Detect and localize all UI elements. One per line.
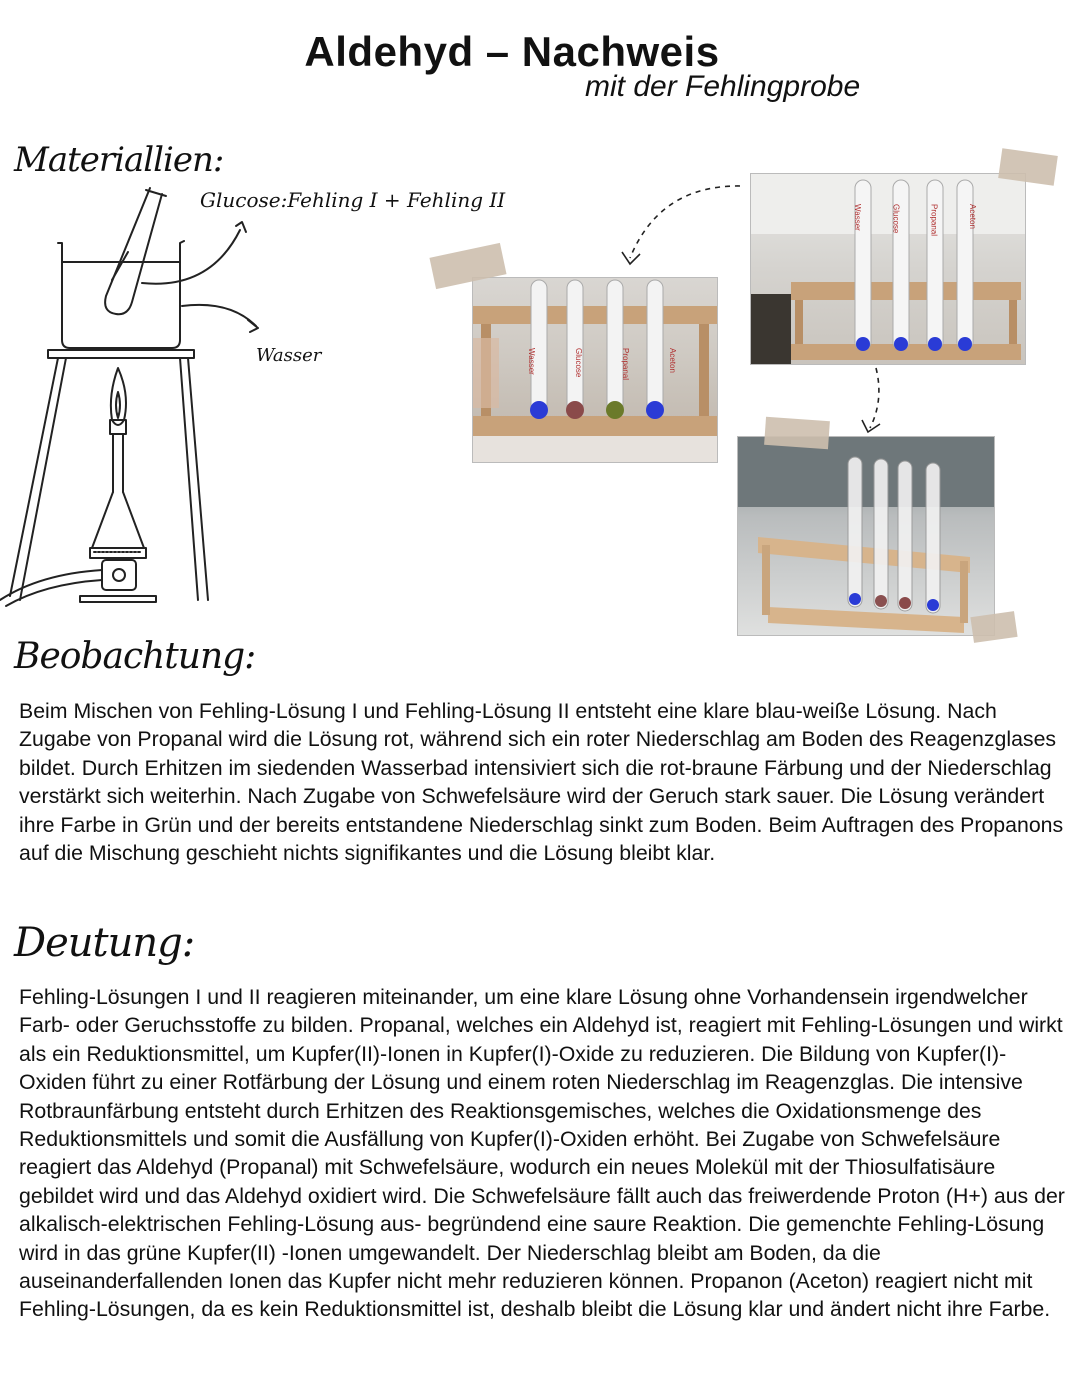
tube-label-2: Glucose [574, 348, 583, 378]
tube-label-4: Aceton [668, 348, 677, 373]
materials-heading: Materiallien: [14, 140, 224, 180]
tube-label-1: Wasser [527, 348, 536, 375]
page-subtitle: mit der Fehlingprobe [585, 70, 861, 103]
tube-label-2-4: Aceton [967, 204, 977, 229]
page-title: Aldehyd – Nachweis [304, 28, 720, 75]
glucose-label: Glucose:Fehling I + Fehling II [200, 188, 506, 212]
tube-label-3: Propanal [621, 348, 630, 381]
tube-label-2-2: Glucose [891, 204, 901, 234]
observation-heading: Beobachtung: [14, 636, 256, 677]
tube-label-2-1: Wasser [853, 204, 862, 231]
interpretation-text: Fehling-Lösungen I und II reagieren miteinander, um eine klare Lösung ohne Vorhandensein irgendwelcher Farb- oder Geruchsstoffe zu bilden. Propanal, welches ein Aldehyd ist, reagiert mit Fehling-Lösungen und wirkt als ein Reduktionsmittel, um Kupfer(II)-Ionen in Kupfer(I)-Oxide zu reduzieren. Die Bildung von Kupfer(I)-Oxiden führt zu einer Rotfärbung der Lösung und einem roten Niederschlag im Reagenzglas. Die intensive Rotbraunfärbung entsteht durch Erhitzen des Reaktionsgemisches, welches die Oxidationsmenge des Reduktionsmittels und somit die Ausfällung von Kupfer(I)-Oxiden erhöht. Bei Zugabe von Schwefelsäure reagiert das Aldehyd (Propanal) mit Schwefelsäure, wodurch ein neues Molekül mit der Thiosulfatisäure gebildet wird und das Aldehyd oxidiert wird. Die Schwefelsäure fällt auch das freiwerdende Proton (H+) aus der alkalisch-elektrischen Fehling-Lösung aus- begründend eine saure Reaktion. Die gemenchte Fehling-Lösung wird in das grüne Kupfer(II) -Ionen umgewandelt. Der Niederschlag bleibt am Boden, da die auseinanderfallenden Ionen das Kupfer nicht mehr reduzieren können. Propanon (Aceton) reagiert nicht mit Fehling-Lösungen, da es kein Reduktionsmittel ist, deshalb bleibt die Lösung klar und ändert nicht ihre Farbe. [19, 985, 1065, 1322]
observation-text: Beim Mischen von Fehling-Lösung I und Fehling-Lösung II entsteht eine klare blau-weiße Lösung. Nach Zugabe von Propanal wird die Lösung rot, während sich ein roter Niederschlag am Boden des Reagenzglases bildet. Durch Erhitzen im siedenden Wasserbad intensiviert sich die rot-braune Färbung und der Niederschlag verstärkt sich weiterhin. Nach Zugabe von Schwefelsäure wird der Geruch stark sauer. Die Lösung verändert ihre Farbe in Grün und der bereits entstandene Niederschlag sinkt zum Boden. Beim Auftragen des Propanons auf die Mischung geschieht nichts signifikantes und die Lösung bleibt klar. [19, 699, 1064, 866]
photo-test-tubes-2 [750, 173, 1026, 365]
wasser-label: Wasser [256, 345, 322, 366]
photo-test-tubes-3 [737, 436, 995, 636]
tube-label-2-3: Propanal [929, 204, 939, 237]
photo-test-tubes-1 [472, 277, 718, 463]
tape-strip [764, 417, 830, 449]
interpretation-heading: Deutung: [14, 920, 195, 966]
